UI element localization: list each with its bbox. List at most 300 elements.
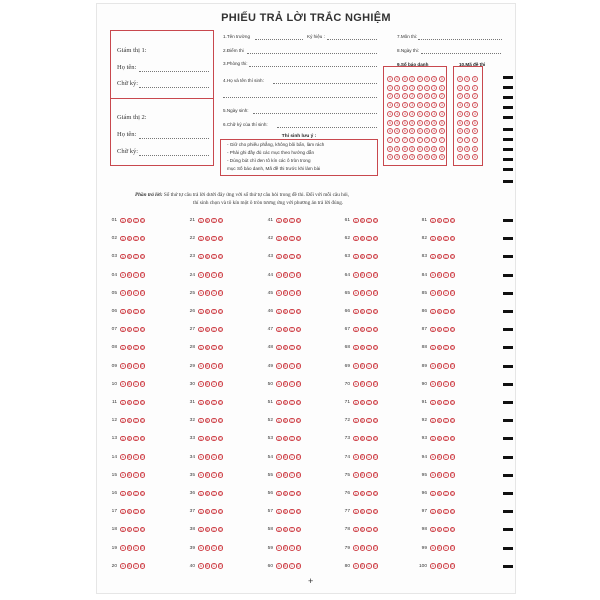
answer-bubble-a[interactable]: A — [354, 236, 357, 241]
digit-bubble[interactable]: 5 — [417, 120, 423, 126]
answer-bubble-b[interactable]: B — [206, 254, 209, 259]
answer-bubble-a[interactable]: A — [277, 254, 280, 259]
answer-bubble-a[interactable]: A — [199, 327, 202, 332]
answer-bubble-b[interactable]: B — [206, 436, 209, 441]
answer-bubble-a[interactable]: A — [431, 364, 434, 369]
answer-bubble-b[interactable]: B — [284, 564, 287, 569]
answer-bubble-b[interactable]: B — [284, 254, 287, 259]
digit-bubble[interactable]: 5 — [464, 120, 470, 126]
answer-bubble-c[interactable]: C — [444, 345, 448, 350]
answer-bubble-c[interactable]: C — [212, 509, 216, 514]
answer-bubble-d[interactable]: D — [219, 291, 222, 296]
answer-bubble-d[interactable]: D — [297, 364, 300, 369]
answer-bubble-b[interactable]: B — [284, 546, 287, 551]
answer-bubble-d[interactable]: D — [297, 400, 300, 405]
answer-bubble-d[interactable]: D — [297, 564, 300, 569]
answer-bubble-c[interactable]: C — [212, 291, 216, 296]
answer-bubble-b[interactable]: B — [361, 218, 364, 223]
answer-bubble-b[interactable]: B — [284, 291, 287, 296]
answer-bubble-b[interactable]: B — [284, 364, 287, 369]
answer-bubble-c[interactable]: C — [290, 436, 294, 441]
answer-bubble-d[interactable]: D — [297, 509, 300, 514]
answer-bubble-c[interactable]: C — [367, 400, 371, 405]
answer-bubble-d[interactable]: D — [141, 345, 144, 350]
answer-bubble-c[interactable]: C — [444, 254, 448, 259]
answer-bubble-d[interactable]: D — [297, 309, 300, 314]
answer-bubble-a[interactable]: A — [121, 418, 124, 423]
answer-bubble-a[interactable]: A — [121, 527, 124, 532]
answer-bubble-c[interactable]: C — [134, 400, 138, 405]
answer-bubble-c[interactable]: C — [212, 345, 216, 350]
digit-bubble[interactable]: 2 — [409, 93, 415, 99]
answer-bubble-b[interactable]: B — [206, 273, 209, 278]
digit-bubble[interactable]: 3 — [431, 102, 437, 108]
answer-bubble-b[interactable]: B — [128, 291, 131, 296]
digit-bubble[interactable]: 5 — [394, 120, 400, 126]
answer-bubble-d[interactable]: D — [374, 345, 377, 350]
answer-bubble-d[interactable]: D — [374, 254, 377, 259]
answer-bubble-b[interactable]: B — [284, 345, 287, 350]
digit-bubble[interactable]: 6 — [431, 128, 437, 134]
answer-bubble-b[interactable]: B — [128, 400, 131, 405]
answer-bubble-a[interactable]: A — [121, 291, 124, 296]
digit-bubble[interactable]: 9 — [409, 154, 415, 160]
answer-bubble-c[interactable]: C — [134, 254, 138, 259]
answer-bubble-b[interactable]: B — [206, 473, 209, 478]
digit-bubble[interactable]: 8 — [417, 146, 423, 152]
answer-bubble-c[interactable]: C — [212, 436, 216, 441]
answer-bubble-d[interactable]: D — [451, 418, 454, 423]
answer-bubble-b[interactable]: B — [438, 527, 441, 532]
digit-bubble[interactable]: 0 — [402, 76, 408, 82]
digit-bubble[interactable]: 7 — [424, 137, 430, 143]
digit-bubble[interactable]: 4 — [402, 111, 408, 117]
answer-bubble-d[interactable]: D — [219, 418, 222, 423]
digit-bubble[interactable]: 0 — [431, 76, 437, 82]
answer-bubble-d[interactable]: D — [451, 546, 454, 551]
answer-bubble-c[interactable]: C — [134, 509, 138, 514]
answer-bubble-a[interactable]: A — [199, 382, 202, 387]
digit-bubble[interactable]: 5 — [472, 120, 478, 126]
answer-bubble-a[interactable]: A — [121, 309, 124, 314]
answer-bubble-c[interactable]: C — [290, 327, 294, 332]
answer-bubble-d[interactable]: D — [141, 473, 144, 478]
answer-bubble-d[interactable]: D — [297, 473, 300, 478]
answer-bubble-a[interactable]: A — [199, 509, 202, 514]
digit-bubble[interactable]: 7 — [409, 137, 415, 143]
answer-bubble-d[interactable]: D — [374, 400, 377, 405]
answer-bubble-b[interactable]: B — [284, 218, 287, 223]
digit-bubble[interactable]: 0 — [424, 76, 430, 82]
answer-bubble-b[interactable]: B — [284, 309, 287, 314]
answer-bubble-c[interactable]: C — [367, 254, 371, 259]
answer-bubble-d[interactable]: D — [451, 527, 454, 532]
answer-bubble-b[interactable]: B — [361, 236, 364, 241]
answer-bubble-c[interactable]: C — [444, 327, 448, 332]
answer-bubble-a[interactable]: A — [277, 291, 280, 296]
answer-bubble-c[interactable]: C — [290, 218, 294, 223]
answer-bubble-b[interactable]: B — [128, 418, 131, 423]
answer-bubble-c[interactable]: C — [134, 236, 138, 241]
answer-bubble-a[interactable]: A — [354, 564, 357, 569]
answer-bubble-b[interactable]: B — [284, 473, 287, 478]
answer-bubble-b[interactable]: B — [206, 546, 209, 551]
answer-bubble-a[interactable]: A — [431, 418, 434, 423]
answer-bubble-b[interactable]: B — [284, 382, 287, 387]
answer-bubble-b[interactable]: B — [206, 382, 209, 387]
digit-bubble[interactable]: 2 — [439, 93, 445, 99]
answer-bubble-a[interactable]: A — [199, 309, 202, 314]
answer-bubble-b[interactable]: B — [128, 364, 131, 369]
digit-bubble[interactable]: 3 — [409, 102, 415, 108]
digit-bubble[interactable]: 9 — [387, 154, 393, 160]
digit-bubble[interactable]: 7 — [402, 137, 408, 143]
answer-bubble-a[interactable]: A — [199, 218, 202, 223]
digit-bubble[interactable]: 7 — [457, 137, 463, 143]
digit-bubble[interactable]: 6 — [439, 128, 445, 134]
answer-bubble-d[interactable]: D — [219, 491, 222, 496]
answer-bubble-a[interactable]: A — [354, 218, 357, 223]
answer-bubble-c[interactable]: C — [290, 473, 294, 478]
digit-bubble[interactable]: 0 — [464, 76, 470, 82]
digit-bubble[interactable]: 2 — [394, 93, 400, 99]
answer-bubble-d[interactable]: D — [297, 491, 300, 496]
answer-bubble-b[interactable]: B — [128, 254, 131, 259]
answer-bubble-b[interactable]: B — [128, 509, 131, 514]
answer-bubble-c[interactable]: C — [212, 491, 216, 496]
answer-bubble-b[interactable]: B — [128, 491, 131, 496]
answer-bubble-d[interactable]: D — [219, 218, 222, 223]
digit-bubble[interactable]: 4 — [387, 111, 393, 117]
digit-bubble[interactable]: 5 — [457, 120, 463, 126]
answer-bubble-d[interactable]: D — [297, 546, 300, 551]
digit-bubble[interactable]: 6 — [387, 128, 393, 134]
answer-bubble-a[interactable]: A — [199, 254, 202, 259]
answer-bubble-c[interactable]: C — [212, 218, 216, 223]
answer-bubble-a[interactable]: A — [121, 564, 124, 569]
answer-bubble-c[interactable]: C — [290, 273, 294, 278]
answer-bubble-c[interactable]: C — [134, 473, 138, 478]
answer-bubble-c[interactable]: C — [134, 418, 138, 423]
answer-bubble-b[interactable]: B — [206, 527, 209, 532]
answer-bubble-a[interactable]: A — [121, 491, 124, 496]
answer-bubble-d[interactable]: D — [219, 509, 222, 514]
answer-bubble-d[interactable]: D — [297, 436, 300, 441]
answer-bubble-a[interactable]: A — [277, 455, 280, 460]
digit-bubble[interactable]: 3 — [439, 102, 445, 108]
answer-bubble-b[interactable]: B — [361, 382, 364, 387]
digit-bubble[interactable]: 7 — [431, 137, 437, 143]
answer-bubble-d[interactable]: D — [451, 400, 454, 405]
answer-bubble-c[interactable]: C — [290, 345, 294, 350]
answer-bubble-a[interactable]: A — [354, 436, 357, 441]
answer-bubble-a[interactable]: A — [199, 400, 202, 405]
answer-bubble-c[interactable]: C — [367, 309, 371, 314]
digit-bubble[interactable]: 1 — [431, 85, 437, 91]
digit-bubble[interactable]: 2 — [387, 93, 393, 99]
answer-bubble-a[interactable]: A — [121, 509, 124, 514]
digit-bubble[interactable]: 1 — [394, 85, 400, 91]
answer-bubble-b[interactable]: B — [128, 236, 131, 241]
answer-bubble-c[interactable]: C — [290, 527, 294, 532]
answer-bubble-d[interactable]: D — [141, 291, 144, 296]
digit-bubble[interactable]: 0 — [457, 76, 463, 82]
answer-bubble-a[interactable]: A — [277, 327, 280, 332]
answer-bubble-a[interactable]: A — [199, 273, 202, 278]
answer-bubble-b[interactable]: B — [128, 273, 131, 278]
digit-bubble[interactable]: 8 — [424, 146, 430, 152]
answer-bubble-b[interactable]: B — [438, 218, 441, 223]
digit-bubble[interactable]: 4 — [431, 111, 437, 117]
digit-bubble[interactable]: 1 — [472, 85, 478, 91]
answer-bubble-d[interactable]: D — [374, 418, 377, 423]
answer-bubble-b[interactable]: B — [361, 491, 364, 496]
answer-bubble-b[interactable]: B — [438, 236, 441, 241]
answer-bubble-a[interactable]: A — [354, 364, 357, 369]
digit-bubble[interactable]: 1 — [417, 85, 423, 91]
answer-bubble-b[interactable]: B — [206, 418, 209, 423]
digit-bubble[interactable]: 8 — [387, 146, 393, 152]
digit-bubble[interactable]: 4 — [464, 111, 470, 117]
digit-bubble[interactable]: 8 — [457, 146, 463, 152]
answer-bubble-c[interactable]: C — [444, 527, 448, 532]
answer-bubble-d[interactable]: D — [141, 309, 144, 314]
answer-bubble-c[interactable]: C — [444, 400, 448, 405]
answer-bubble-a[interactable]: A — [431, 218, 434, 223]
answer-bubble-d[interactable]: D — [374, 564, 377, 569]
answer-bubble-c[interactable]: C — [134, 291, 138, 296]
answer-bubble-c[interactable]: C — [367, 436, 371, 441]
answer-bubble-a[interactable]: A — [354, 400, 357, 405]
answer-bubble-b[interactable]: B — [128, 345, 131, 350]
answer-bubble-c[interactable]: C — [212, 236, 216, 241]
answer-bubble-a[interactable]: A — [277, 273, 280, 278]
answer-bubble-a[interactable]: A — [199, 546, 202, 551]
answer-bubble-a[interactable]: A — [354, 273, 357, 278]
answer-bubble-c[interactable]: C — [367, 218, 371, 223]
answer-bubble-d[interactable]: D — [451, 254, 454, 259]
answer-bubble-a[interactable]: A — [431, 327, 434, 332]
answer-bubble-d[interactable]: D — [297, 254, 300, 259]
answer-bubble-b[interactable]: B — [206, 345, 209, 350]
answer-bubble-a[interactable]: A — [354, 455, 357, 460]
answer-bubble-b[interactable]: B — [438, 509, 441, 514]
answer-bubble-d[interactable]: D — [451, 309, 454, 314]
answer-bubble-c[interactable]: C — [367, 473, 371, 478]
digit-bubble[interactable]: 8 — [464, 146, 470, 152]
digit-bubble[interactable]: 0 — [387, 76, 393, 82]
answer-bubble-d[interactable]: D — [297, 218, 300, 223]
answer-bubble-a[interactable]: A — [431, 509, 434, 514]
answer-bubble-c[interactable]: C — [134, 327, 138, 332]
answer-bubble-c[interactable]: C — [290, 418, 294, 423]
answer-bubble-c[interactable]: C — [212, 273, 216, 278]
answer-bubble-c[interactable]: C — [290, 382, 294, 387]
answer-bubble-c[interactable]: C — [367, 418, 371, 423]
answer-bubble-a[interactable]: A — [121, 400, 124, 405]
answer-bubble-b[interactable]: B — [438, 254, 441, 259]
digit-bubble[interactable]: 2 — [472, 93, 478, 99]
answer-bubble-a[interactable]: A — [431, 382, 434, 387]
answer-bubble-c[interactable]: C — [290, 455, 294, 460]
answer-bubble-b[interactable]: B — [206, 455, 209, 460]
digit-bubble[interactable]: 8 — [402, 146, 408, 152]
answer-bubble-a[interactable]: A — [121, 455, 124, 460]
answer-bubble-b[interactable]: B — [438, 327, 441, 332]
answer-bubble-b[interactable]: B — [361, 364, 364, 369]
answer-bubble-c[interactable]: C — [134, 564, 138, 569]
digit-bubble[interactable]: 1 — [424, 85, 430, 91]
answer-bubble-c[interactable]: C — [367, 564, 371, 569]
answer-bubble-c[interactable]: C — [444, 218, 448, 223]
answer-bubble-a[interactable]: A — [199, 455, 202, 460]
digit-bubble[interactable]: 9 — [431, 154, 437, 160]
answer-bubble-c[interactable]: C — [444, 564, 448, 569]
digit-bubble[interactable]: 0 — [417, 76, 423, 82]
digit-bubble[interactable]: 8 — [439, 146, 445, 152]
answer-bubble-b[interactable]: B — [361, 418, 364, 423]
digit-bubble[interactable]: 6 — [394, 128, 400, 134]
answer-bubble-b[interactable]: B — [284, 527, 287, 532]
answer-bubble-d[interactable]: D — [141, 491, 144, 496]
answer-bubble-c[interactable]: C — [212, 400, 216, 405]
answer-bubble-a[interactable]: A — [354, 527, 357, 532]
answer-bubble-b[interactable]: B — [438, 382, 441, 387]
answer-bubble-d[interactable]: D — [451, 382, 454, 387]
answer-bubble-a[interactable]: A — [199, 418, 202, 423]
answer-bubble-d[interactable]: D — [374, 273, 377, 278]
answer-bubble-b[interactable]: B — [206, 236, 209, 241]
answer-bubble-b[interactable]: B — [438, 364, 441, 369]
answer-bubble-a[interactable]: A — [354, 309, 357, 314]
answer-bubble-c[interactable]: C — [444, 473, 448, 478]
answer-bubble-d[interactable]: D — [451, 509, 454, 514]
answer-bubble-b[interactable]: B — [284, 436, 287, 441]
answer-bubble-c[interactable]: C — [367, 291, 371, 296]
digit-bubble[interactable]: 9 — [439, 154, 445, 160]
answer-bubble-c[interactable]: C — [367, 327, 371, 332]
answer-bubble-d[interactable]: D — [219, 546, 222, 551]
digit-bubble[interactable]: 5 — [424, 120, 430, 126]
answer-bubble-b[interactable]: B — [128, 455, 131, 460]
answer-bubble-a[interactable]: A — [431, 564, 434, 569]
answer-bubble-d[interactable]: D — [219, 364, 222, 369]
digit-bubble[interactable]: 3 — [472, 102, 478, 108]
digit-bubble[interactable]: 5 — [431, 120, 437, 126]
answer-bubble-a[interactable]: A — [277, 491, 280, 496]
answer-bubble-b[interactable]: B — [284, 327, 287, 332]
answer-bubble-b[interactable]: B — [438, 273, 441, 278]
digit-bubble[interactable]: 2 — [457, 93, 463, 99]
answer-bubble-d[interactable]: D — [219, 564, 222, 569]
answer-bubble-c[interactable]: C — [444, 455, 448, 460]
digit-bubble[interactable]: 4 — [472, 111, 478, 117]
digit-bubble[interactable]: 6 — [457, 128, 463, 134]
digit-bubble[interactable]: 6 — [464, 128, 470, 134]
answer-bubble-a[interactable]: A — [354, 254, 357, 259]
answer-bubble-c[interactable]: C — [367, 382, 371, 387]
answer-bubble-d[interactable]: D — [451, 291, 454, 296]
answer-bubble-b[interactable]: B — [438, 418, 441, 423]
answer-bubble-d[interactable]: D — [451, 491, 454, 496]
answer-bubble-d[interactable]: D — [451, 364, 454, 369]
answer-bubble-b[interactable]: B — [361, 564, 364, 569]
digit-bubble[interactable]: 3 — [402, 102, 408, 108]
answer-bubble-d[interactable]: D — [219, 400, 222, 405]
answer-bubble-d[interactable]: D — [219, 327, 222, 332]
digit-bubble[interactable]: 7 — [439, 137, 445, 143]
answer-bubble-d[interactable]: D — [451, 436, 454, 441]
answer-bubble-d[interactable]: D — [297, 291, 300, 296]
answer-bubble-a[interactable]: A — [199, 364, 202, 369]
answer-bubble-c[interactable]: C — [367, 364, 371, 369]
digit-bubble[interactable]: 9 — [472, 154, 478, 160]
answer-bubble-a[interactable]: A — [277, 309, 280, 314]
digit-bubble[interactable]: 4 — [417, 111, 423, 117]
answer-bubble-c[interactable]: C — [134, 491, 138, 496]
answer-bubble-a[interactable]: A — [121, 364, 124, 369]
answer-bubble-c[interactable]: C — [134, 382, 138, 387]
answer-bubble-c[interactable]: C — [290, 236, 294, 241]
answer-bubble-c[interactable]: C — [134, 273, 138, 278]
digit-bubble[interactable]: 4 — [439, 111, 445, 117]
answer-bubble-d[interactable]: D — [374, 236, 377, 241]
answer-bubble-d[interactable]: D — [141, 546, 144, 551]
digit-bubble[interactable]: 3 — [387, 102, 393, 108]
answer-bubble-a[interactable]: A — [277, 418, 280, 423]
answer-bubble-c[interactable]: C — [212, 546, 216, 551]
answer-bubble-c[interactable]: C — [290, 546, 294, 551]
answer-bubble-a[interactable]: A — [199, 291, 202, 296]
answer-bubble-a[interactable]: A — [431, 473, 434, 478]
digit-bubble[interactable]: 1 — [457, 85, 463, 91]
answer-bubble-b[interactable]: B — [438, 345, 441, 350]
answer-bubble-d[interactable]: D — [219, 309, 222, 314]
digit-bubble[interactable]: 7 — [464, 137, 470, 143]
answer-bubble-c[interactable]: C — [290, 509, 294, 514]
answer-bubble-d[interactable]: D — [141, 400, 144, 405]
answer-bubble-d[interactable]: D — [451, 273, 454, 278]
answer-bubble-d[interactable]: D — [374, 364, 377, 369]
answer-bubble-b[interactable]: B — [128, 436, 131, 441]
answer-bubble-c[interactable]: C — [134, 436, 138, 441]
answer-bubble-a[interactable]: A — [277, 436, 280, 441]
answer-bubble-b[interactable]: B — [438, 491, 441, 496]
answer-bubble-c[interactable]: C — [212, 327, 216, 332]
answer-bubble-b[interactable]: B — [284, 418, 287, 423]
digit-bubble[interactable]: 7 — [472, 137, 478, 143]
answer-bubble-b[interactable]: B — [128, 473, 131, 478]
digit-bubble[interactable]: 3 — [464, 102, 470, 108]
answer-bubble-c[interactable]: C — [212, 564, 216, 569]
digit-bubble[interactable]: 0 — [439, 76, 445, 82]
answer-bubble-a[interactable]: A — [431, 254, 434, 259]
answer-bubble-b[interactable]: B — [284, 491, 287, 496]
answer-bubble-c[interactable]: C — [290, 564, 294, 569]
answer-bubble-a[interactable]: A — [121, 436, 124, 441]
answer-bubble-c[interactable]: C — [444, 291, 448, 296]
answer-bubble-c[interactable]: C — [134, 364, 138, 369]
answer-bubble-b[interactable]: B — [284, 236, 287, 241]
answer-bubble-c[interactable]: C — [367, 491, 371, 496]
answer-bubble-a[interactable]: A — [199, 236, 202, 241]
answer-bubble-b[interactable]: B — [128, 564, 131, 569]
answer-bubble-b[interactable]: B — [438, 309, 441, 314]
digit-bubble[interactable]: 1 — [439, 85, 445, 91]
digit-bubble[interactable]: 8 — [431, 146, 437, 152]
answer-bubble-d[interactable]: D — [451, 455, 454, 460]
answer-bubble-d[interactable]: D — [297, 455, 300, 460]
